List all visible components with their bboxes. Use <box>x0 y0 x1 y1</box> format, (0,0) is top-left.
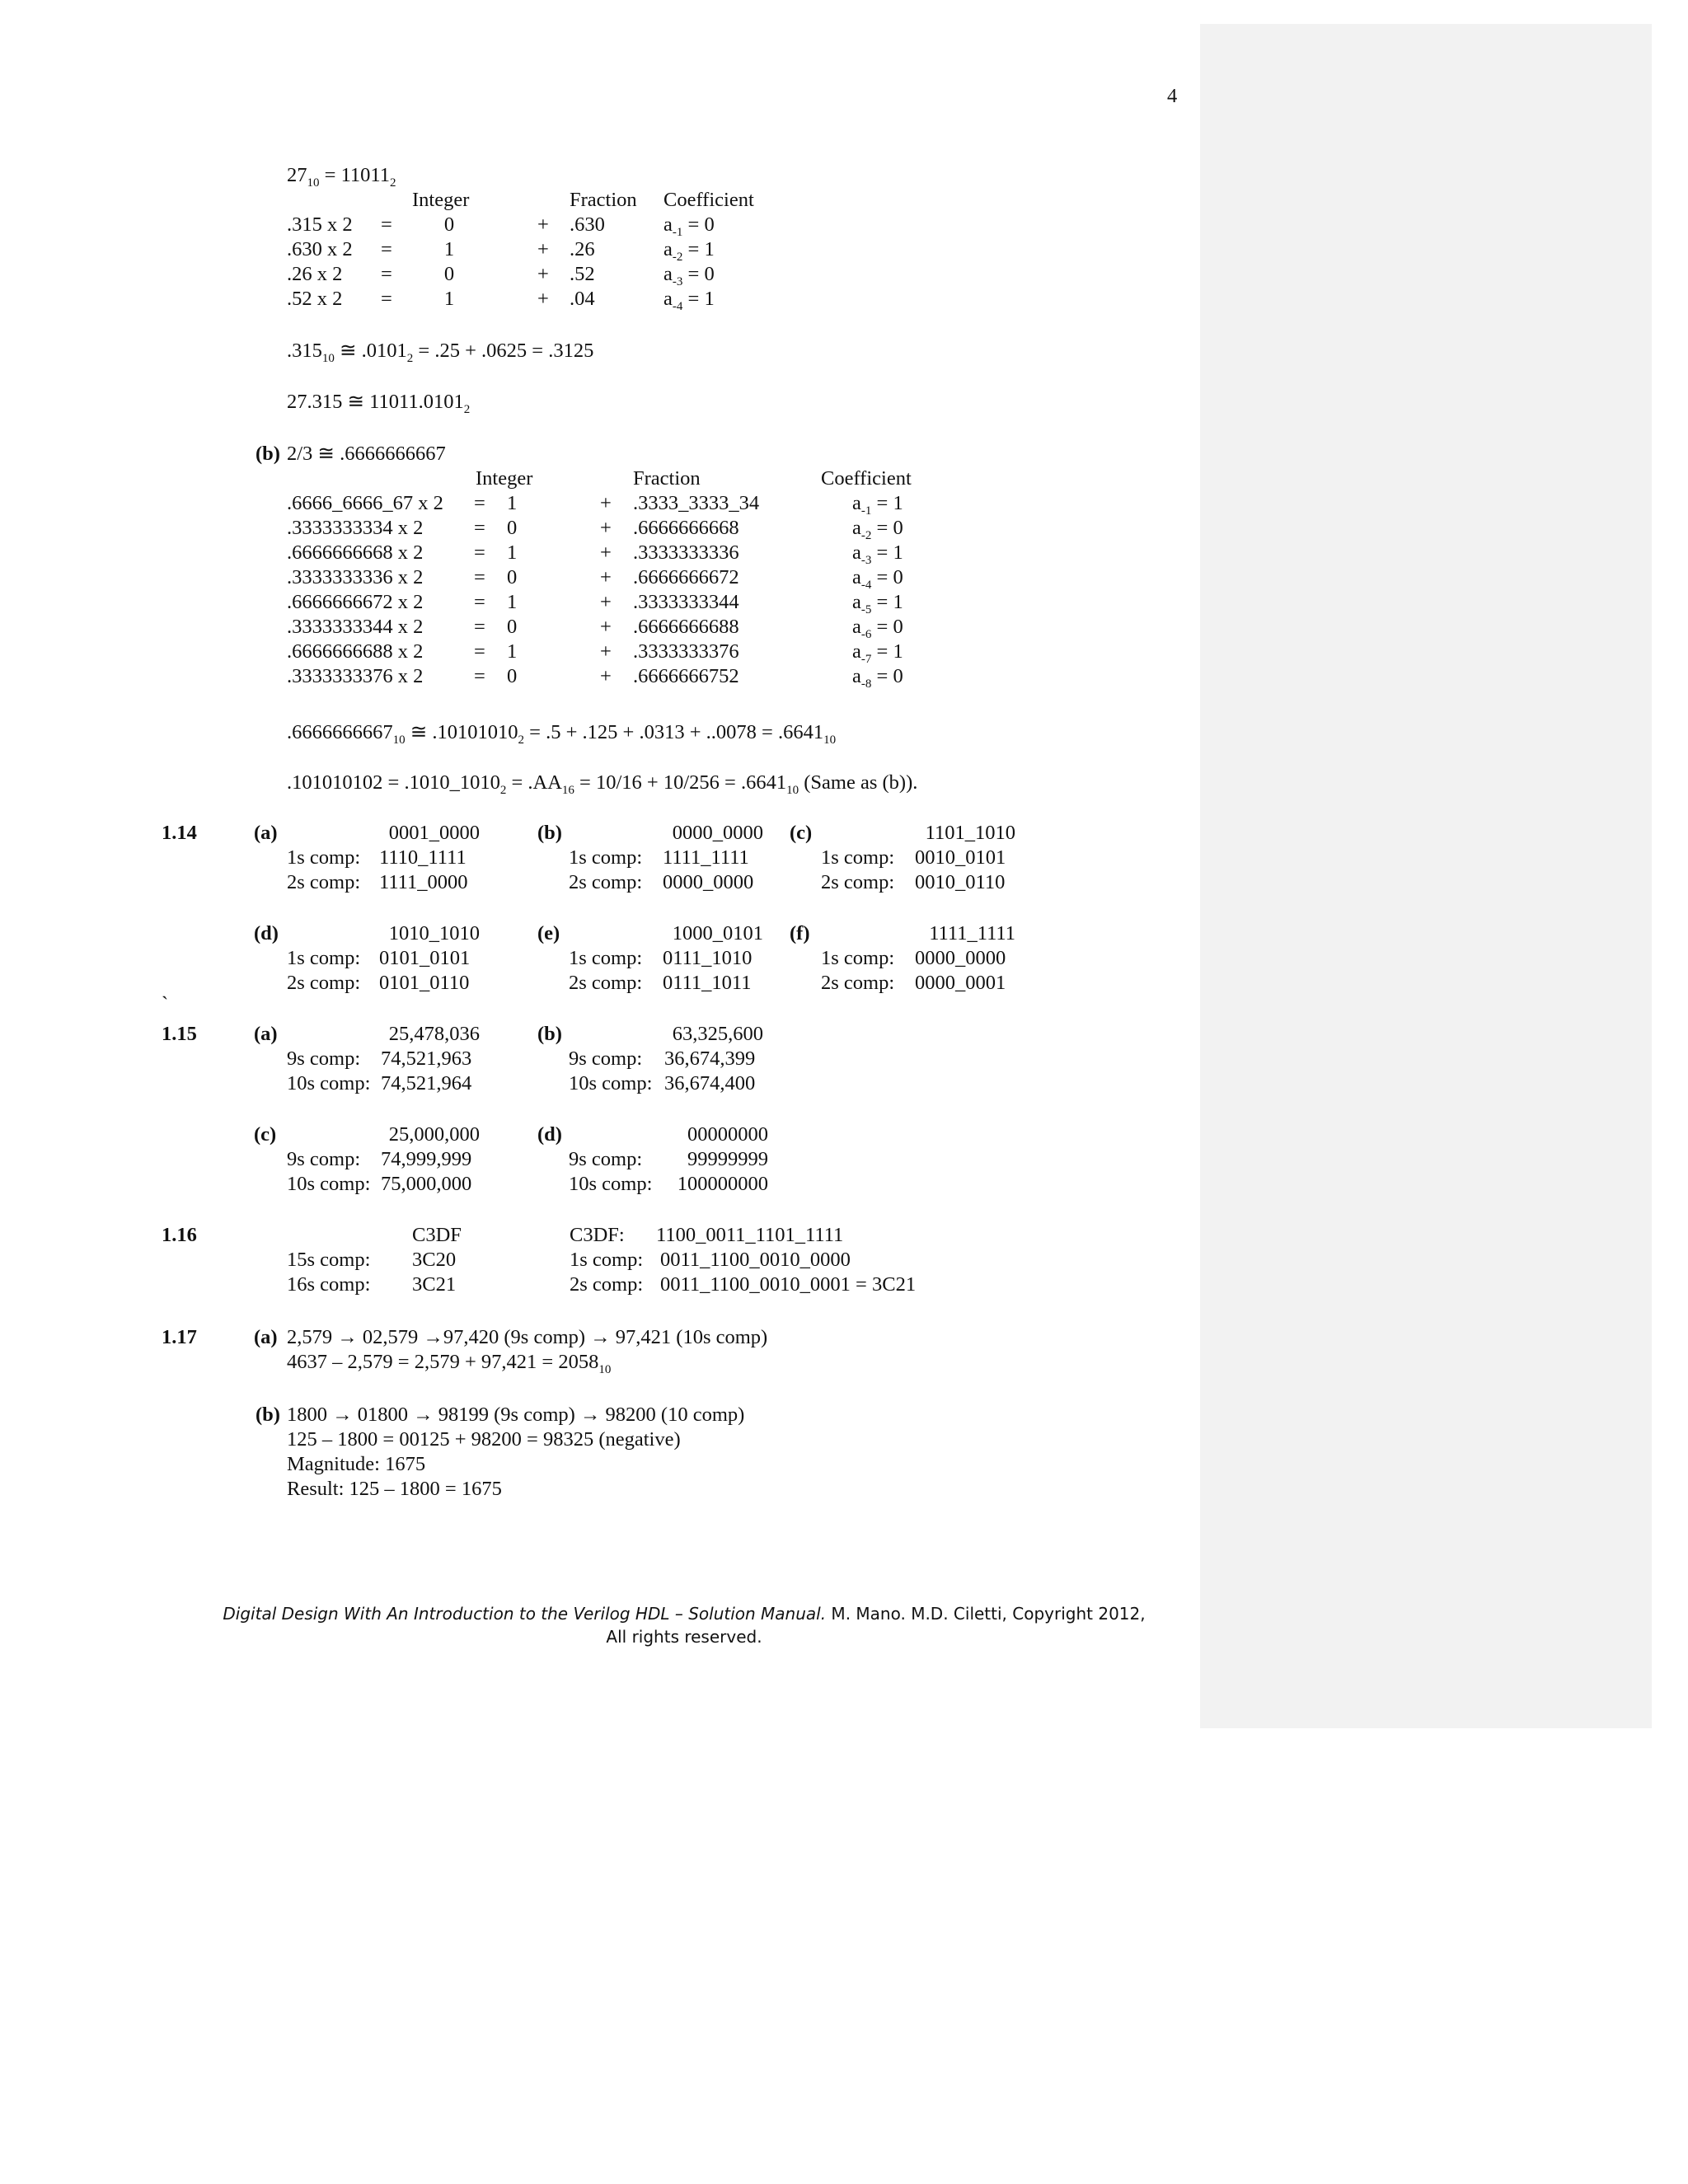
row-plus: + <box>537 263 549 285</box>
text: 4637 – 2,579 = 2,579 + 97,421 = 2058 <box>287 1351 599 1373</box>
subscript: -5 <box>860 603 872 616</box>
subscript: 2 <box>518 733 525 747</box>
row-plus: + <box>537 213 549 236</box>
row-coef <box>852 565 903 590</box>
row-plus: + <box>600 492 612 514</box>
comp-value: 0101_0110 <box>379 972 470 994</box>
row-int: 0 <box>443 213 455 236</box>
row-frac: .52 <box>570 263 595 285</box>
comp-label: 2s comp: <box>569 972 643 994</box>
row-coef <box>663 262 715 287</box>
comp-label: 1s comp: <box>570 1249 644 1271</box>
text: a <box>852 640 861 663</box>
subscript: 2 <box>499 784 507 797</box>
col-header-coefficient: Coefficient <box>663 189 754 211</box>
comp-value: 99999999 <box>687 1148 768 1170</box>
row-eq: = <box>474 541 485 564</box>
comp-label: C3DF: <box>570 1224 625 1246</box>
row-int: 1 <box>507 541 518 564</box>
value: 1010_1010 <box>388 922 480 944</box>
text: a <box>852 492 861 514</box>
col-header-integer: Integer <box>476 467 533 490</box>
part-a-line1 <box>287 163 396 188</box>
text: = .AA <box>506 771 562 794</box>
comp-label: 1s comp: <box>821 846 895 869</box>
part-label: (c) <box>254 1123 277 1146</box>
col-header-fraction: Fraction <box>633 467 701 490</box>
text: a <box>663 288 673 310</box>
subscript: -2 <box>672 251 683 264</box>
row-plus: + <box>600 616 612 638</box>
subscript: 16 <box>561 784 574 797</box>
value: 25,000,000 <box>388 1123 480 1146</box>
part-label: (a) <box>254 822 278 844</box>
comp-label: 1s comp: <box>569 947 643 969</box>
comp-value: 75,000,000 <box>381 1173 472 1195</box>
row-expr: .6666_6666_67 x 2 <box>287 492 443 514</box>
comp-value: 0111_1011 <box>663 972 752 994</box>
row-frac: .6666666672 <box>633 566 739 588</box>
problem-number: 1.15 <box>162 1023 197 1045</box>
row-frac: .3333_3333_34 <box>633 492 760 514</box>
row-plus: + <box>600 541 612 564</box>
page-number: 4 <box>1167 85 1178 107</box>
row-eq: = <box>474 492 485 514</box>
text: (Same as (b)). <box>799 771 918 794</box>
subscript: -7 <box>860 653 872 666</box>
row-frac: .630 <box>570 213 605 236</box>
subscript: 10 <box>392 733 406 747</box>
solution-line: 2,579 → 02,579 →97,420 (9s comp) → 97,421 (10s comp) <box>287 1326 768 1348</box>
subscript: -4 <box>860 579 872 592</box>
problem-number: 1.17 <box>162 1326 197 1348</box>
row-plus: + <box>537 238 549 260</box>
subscript: 2 <box>463 403 471 416</box>
solution-line: Result: 125 – 1800 = 1675 <box>287 1478 502 1500</box>
row-eq: = <box>381 213 392 236</box>
text: = 0 <box>682 213 715 236</box>
row-coef <box>852 640 903 664</box>
row-int: 0 <box>507 665 518 687</box>
text: a <box>852 616 861 638</box>
row-eq: = <box>381 288 392 310</box>
comp-label: 1s comp: <box>287 947 361 969</box>
text: ≅ .0101 <box>334 340 407 362</box>
row-frac: .26 <box>570 238 595 260</box>
solution-line: 125 – 1800 = 00125 + 98200 = 98325 (negative) <box>287 1428 681 1451</box>
comp-value: 0111_1010 <box>663 947 753 969</box>
subscript: 10 <box>321 352 335 365</box>
col-header-coefficient: Coefficient <box>821 467 912 490</box>
comp-label: 10s comp: <box>287 1173 371 1195</box>
text: a <box>663 238 673 260</box>
value: C3DF <box>412 1224 462 1246</box>
row-coef <box>852 516 903 541</box>
row-coef <box>663 237 715 262</box>
comp-value: 0000_0000 <box>663 871 754 893</box>
comp-label: 9s comp: <box>569 1047 643 1070</box>
text: .315 <box>287 340 322 362</box>
comp-value: 36,674,400 <box>664 1072 756 1094</box>
text: = .25 + .0625 = .3125 <box>413 340 594 362</box>
subscript: 2 <box>390 176 396 190</box>
row-int: 0 <box>507 566 518 588</box>
comp-label: 2s comp: <box>821 871 895 893</box>
comp-label: 10s comp: <box>569 1072 653 1094</box>
text: 27.315 ≅ 11011.0101 <box>287 391 464 413</box>
col-header-integer: Integer <box>412 189 470 211</box>
row-frac: .6666666688 <box>633 616 739 638</box>
row-eq: = <box>381 263 392 285</box>
row-frac: .3333333344 <box>633 591 739 613</box>
row-eq: = <box>474 640 485 663</box>
text: a <box>852 517 861 539</box>
comp-label: 2s comp: <box>287 871 361 893</box>
part-label: (b) <box>256 1404 280 1426</box>
text: = 0 <box>871 517 903 539</box>
text: a <box>663 263 673 285</box>
row-expr: .52 x 2 <box>287 288 343 310</box>
row-coef <box>663 287 715 312</box>
row-frac: .6666666668 <box>633 517 739 539</box>
row-int: 0 <box>507 616 518 638</box>
footer-line-2: All rights reserved. <box>606 1627 762 1647</box>
comp-label: 2s comp: <box>821 972 895 994</box>
value: 0000_0000 <box>672 822 763 844</box>
part-label: (c) <box>790 822 813 844</box>
text: 27 <box>287 164 307 186</box>
comp-label: 15s comp: <box>287 1249 371 1271</box>
solution-line: 1800 → 01800 → 98199 (9s comp) → 98200 (10 comp) <box>287 1404 745 1426</box>
row-expr: .3333333334 x 2 <box>287 517 424 539</box>
row-eq: = <box>474 517 485 539</box>
part-label: (b) <box>537 822 562 844</box>
text: a <box>663 213 673 236</box>
row-expr: .315 x 2 <box>287 213 353 236</box>
footer-authors: M. Mano. M.D. Ciletti, Copyright 2012, <box>826 1604 1146 1624</box>
comp-label: 9s comp: <box>569 1148 643 1170</box>
comp-label: 2s comp: <box>287 972 361 994</box>
comp-value: 0010_0101 <box>915 846 1006 869</box>
row-int: 0 <box>507 517 518 539</box>
text: = 10/16 + 10/256 = .6641 <box>574 771 787 794</box>
comp-label: 2s comp: <box>570 1273 644 1296</box>
footer-copyright <box>148 1602 1220 1648</box>
comp-value: 100000000 <box>677 1173 768 1195</box>
value: 0001_0000 <box>388 822 480 844</box>
row-expr: .6666666672 x 2 <box>287 591 424 613</box>
row-eq: = <box>474 566 485 588</box>
gray-side-panel <box>1200 24 1652 1728</box>
comp-value: 0011_1100_0010_0000 <box>660 1249 851 1271</box>
comp-value: 1111_1111 <box>663 846 749 869</box>
comp-value: 74,521,963 <box>381 1047 472 1070</box>
value: 1101_1010 <box>925 822 1015 844</box>
subscript: -2 <box>860 529 872 542</box>
subscript: -3 <box>672 275 683 288</box>
comp-value: 3C21 <box>412 1273 457 1296</box>
value: 1000_0101 <box>672 922 763 944</box>
book-title: Digital Design With An Introduction to the Verilog HDL – Solution Manual. <box>223 1604 827 1624</box>
row-eq: = <box>474 616 485 638</box>
part-b-label: (b) <box>256 443 280 465</box>
row-int: 1 <box>507 591 518 613</box>
subscript: -4 <box>672 300 683 313</box>
text: = 1 <box>871 591 903 613</box>
text: = 0 <box>871 665 903 687</box>
subscript: -6 <box>860 628 872 641</box>
subscript: 10 <box>786 784 799 797</box>
problem-number: 1.14 <box>162 822 197 844</box>
comp-value: 0101_0101 <box>379 947 471 969</box>
subscript: 10 <box>307 176 320 190</box>
text: = 0 <box>871 616 903 638</box>
value: 63,325,600 <box>672 1023 763 1045</box>
part-label: (d) <box>537 1123 562 1146</box>
comp-label: 2s comp: <box>569 871 643 893</box>
subscript: 2 <box>406 352 414 365</box>
row-plus: + <box>600 640 612 663</box>
text: a <box>852 541 861 564</box>
row-expr: .6666666668 x 2 <box>287 541 424 564</box>
row-coef <box>852 590 903 615</box>
comp-value: 3C20 <box>412 1249 457 1271</box>
row-plus: + <box>600 591 612 613</box>
row-coef <box>852 491 903 516</box>
subscript: -8 <box>860 677 872 691</box>
solution-line <box>287 1350 611 1375</box>
text: = 0 <box>682 263 715 285</box>
text: = 1 <box>871 541 903 564</box>
comp-value: 0010_0110 <box>915 871 1006 893</box>
problem-number: 1.16 <box>162 1224 197 1246</box>
solution-line: Magnitude: 1675 <box>287 1453 426 1475</box>
text: = 0 <box>871 566 903 588</box>
comp-label: 10s comp: <box>287 1072 371 1094</box>
text: a <box>852 665 861 687</box>
value: 00000000 <box>687 1123 768 1146</box>
row-expr: .6666666688 x 2 <box>287 640 424 663</box>
row-frac: .3333333336 <box>633 541 739 564</box>
row-expr: .3333333336 x 2 <box>287 566 424 588</box>
row-int: 1 <box>443 238 455 260</box>
comp-label: 1s comp: <box>821 947 895 969</box>
row-plus: + <box>600 566 612 588</box>
comp-value: 1110_1111 <box>379 846 467 869</box>
col-header-fraction: Fraction <box>570 189 637 211</box>
comp-label: 16s comp: <box>287 1273 371 1296</box>
footer-line-1 <box>148 1602 1220 1625</box>
comp-label: 1s comp: <box>569 846 643 869</box>
text: = 1 <box>871 492 903 514</box>
part-b-heading: 2/3 ≅ .6666666667 <box>287 443 446 465</box>
text: = 1 <box>682 238 715 260</box>
row-eq: = <box>381 238 392 260</box>
comp-label: 9s comp: <box>287 1047 361 1070</box>
text: a <box>852 591 861 613</box>
comp-value: 36,674,399 <box>664 1047 756 1070</box>
part-label: (e) <box>537 922 560 944</box>
text: a <box>852 566 861 588</box>
subscript: -3 <box>860 554 872 567</box>
part-label: (d) <box>254 922 279 944</box>
value: 1111_1111 <box>929 922 1015 944</box>
part-label: (a) <box>254 1023 278 1045</box>
part-label: (f) <box>790 922 810 944</box>
row-eq: = <box>474 591 485 613</box>
row-plus: + <box>600 517 612 539</box>
row-int: 0 <box>443 263 455 285</box>
row-frac: .04 <box>570 288 595 310</box>
subscript: -1 <box>672 226 683 239</box>
row-plus: + <box>600 665 612 687</box>
row-expr: .3333333344 x 2 <box>287 616 424 638</box>
part-a-result-total <box>287 390 470 415</box>
row-int: 1 <box>507 492 518 514</box>
comp-value: 0011_1100_0010_0001 = 3C21 <box>660 1273 917 1296</box>
part-b-result-fraction <box>287 720 836 745</box>
text: .6666666667 <box>287 721 393 743</box>
row-frac: .6666666752 <box>633 665 739 687</box>
text: .101010102 = .1010_1010 <box>287 771 500 794</box>
subscript: 10 <box>598 1363 612 1376</box>
text: = 1 <box>871 640 903 663</box>
part-label: (b) <box>537 1023 562 1045</box>
subscript: 10 <box>823 733 837 747</box>
row-coef <box>663 213 715 237</box>
row-eq: = <box>474 665 485 687</box>
comp-value: 0000_0001 <box>915 972 1006 994</box>
text: = .5 + .125 + .0313 + ..0078 = .6641 <box>524 721 824 743</box>
comp-value: 0000_0000 <box>915 947 1006 969</box>
row-int: 1 <box>443 288 455 310</box>
text: = 1 <box>682 288 715 310</box>
row-expr: .630 x 2 <box>287 238 353 260</box>
row-coef <box>852 541 903 565</box>
comp-label: 9s comp: <box>287 1148 361 1170</box>
row-coef <box>852 664 903 689</box>
comp-value: 74,521,964 <box>381 1072 472 1094</box>
comp-label: 1s comp: <box>287 846 361 869</box>
text: = 11011 <box>319 164 390 186</box>
value: 25,478,036 <box>388 1023 480 1045</box>
row-expr: .26 x 2 <box>287 263 343 285</box>
row-expr: .3333333376 x 2 <box>287 665 424 687</box>
comp-value: 74,999,999 <box>381 1148 472 1170</box>
row-frac: .3333333376 <box>633 640 739 663</box>
comp-value: 1100_0011_1101_1111 <box>656 1224 844 1246</box>
comp-label: 10s comp: <box>569 1173 653 1195</box>
subscript: -1 <box>860 504 872 518</box>
row-plus: + <box>537 288 549 310</box>
part-b-result-hex <box>287 771 917 795</box>
part-a-result-fraction <box>287 339 593 363</box>
row-coef <box>852 615 903 640</box>
text: ≅ .10101010 <box>405 721 518 743</box>
comp-value: 1111_0000 <box>379 871 468 893</box>
part-label: (a) <box>254 1326 278 1348</box>
row-int: 1 <box>507 640 518 663</box>
stray-mark: ` <box>162 993 169 1015</box>
